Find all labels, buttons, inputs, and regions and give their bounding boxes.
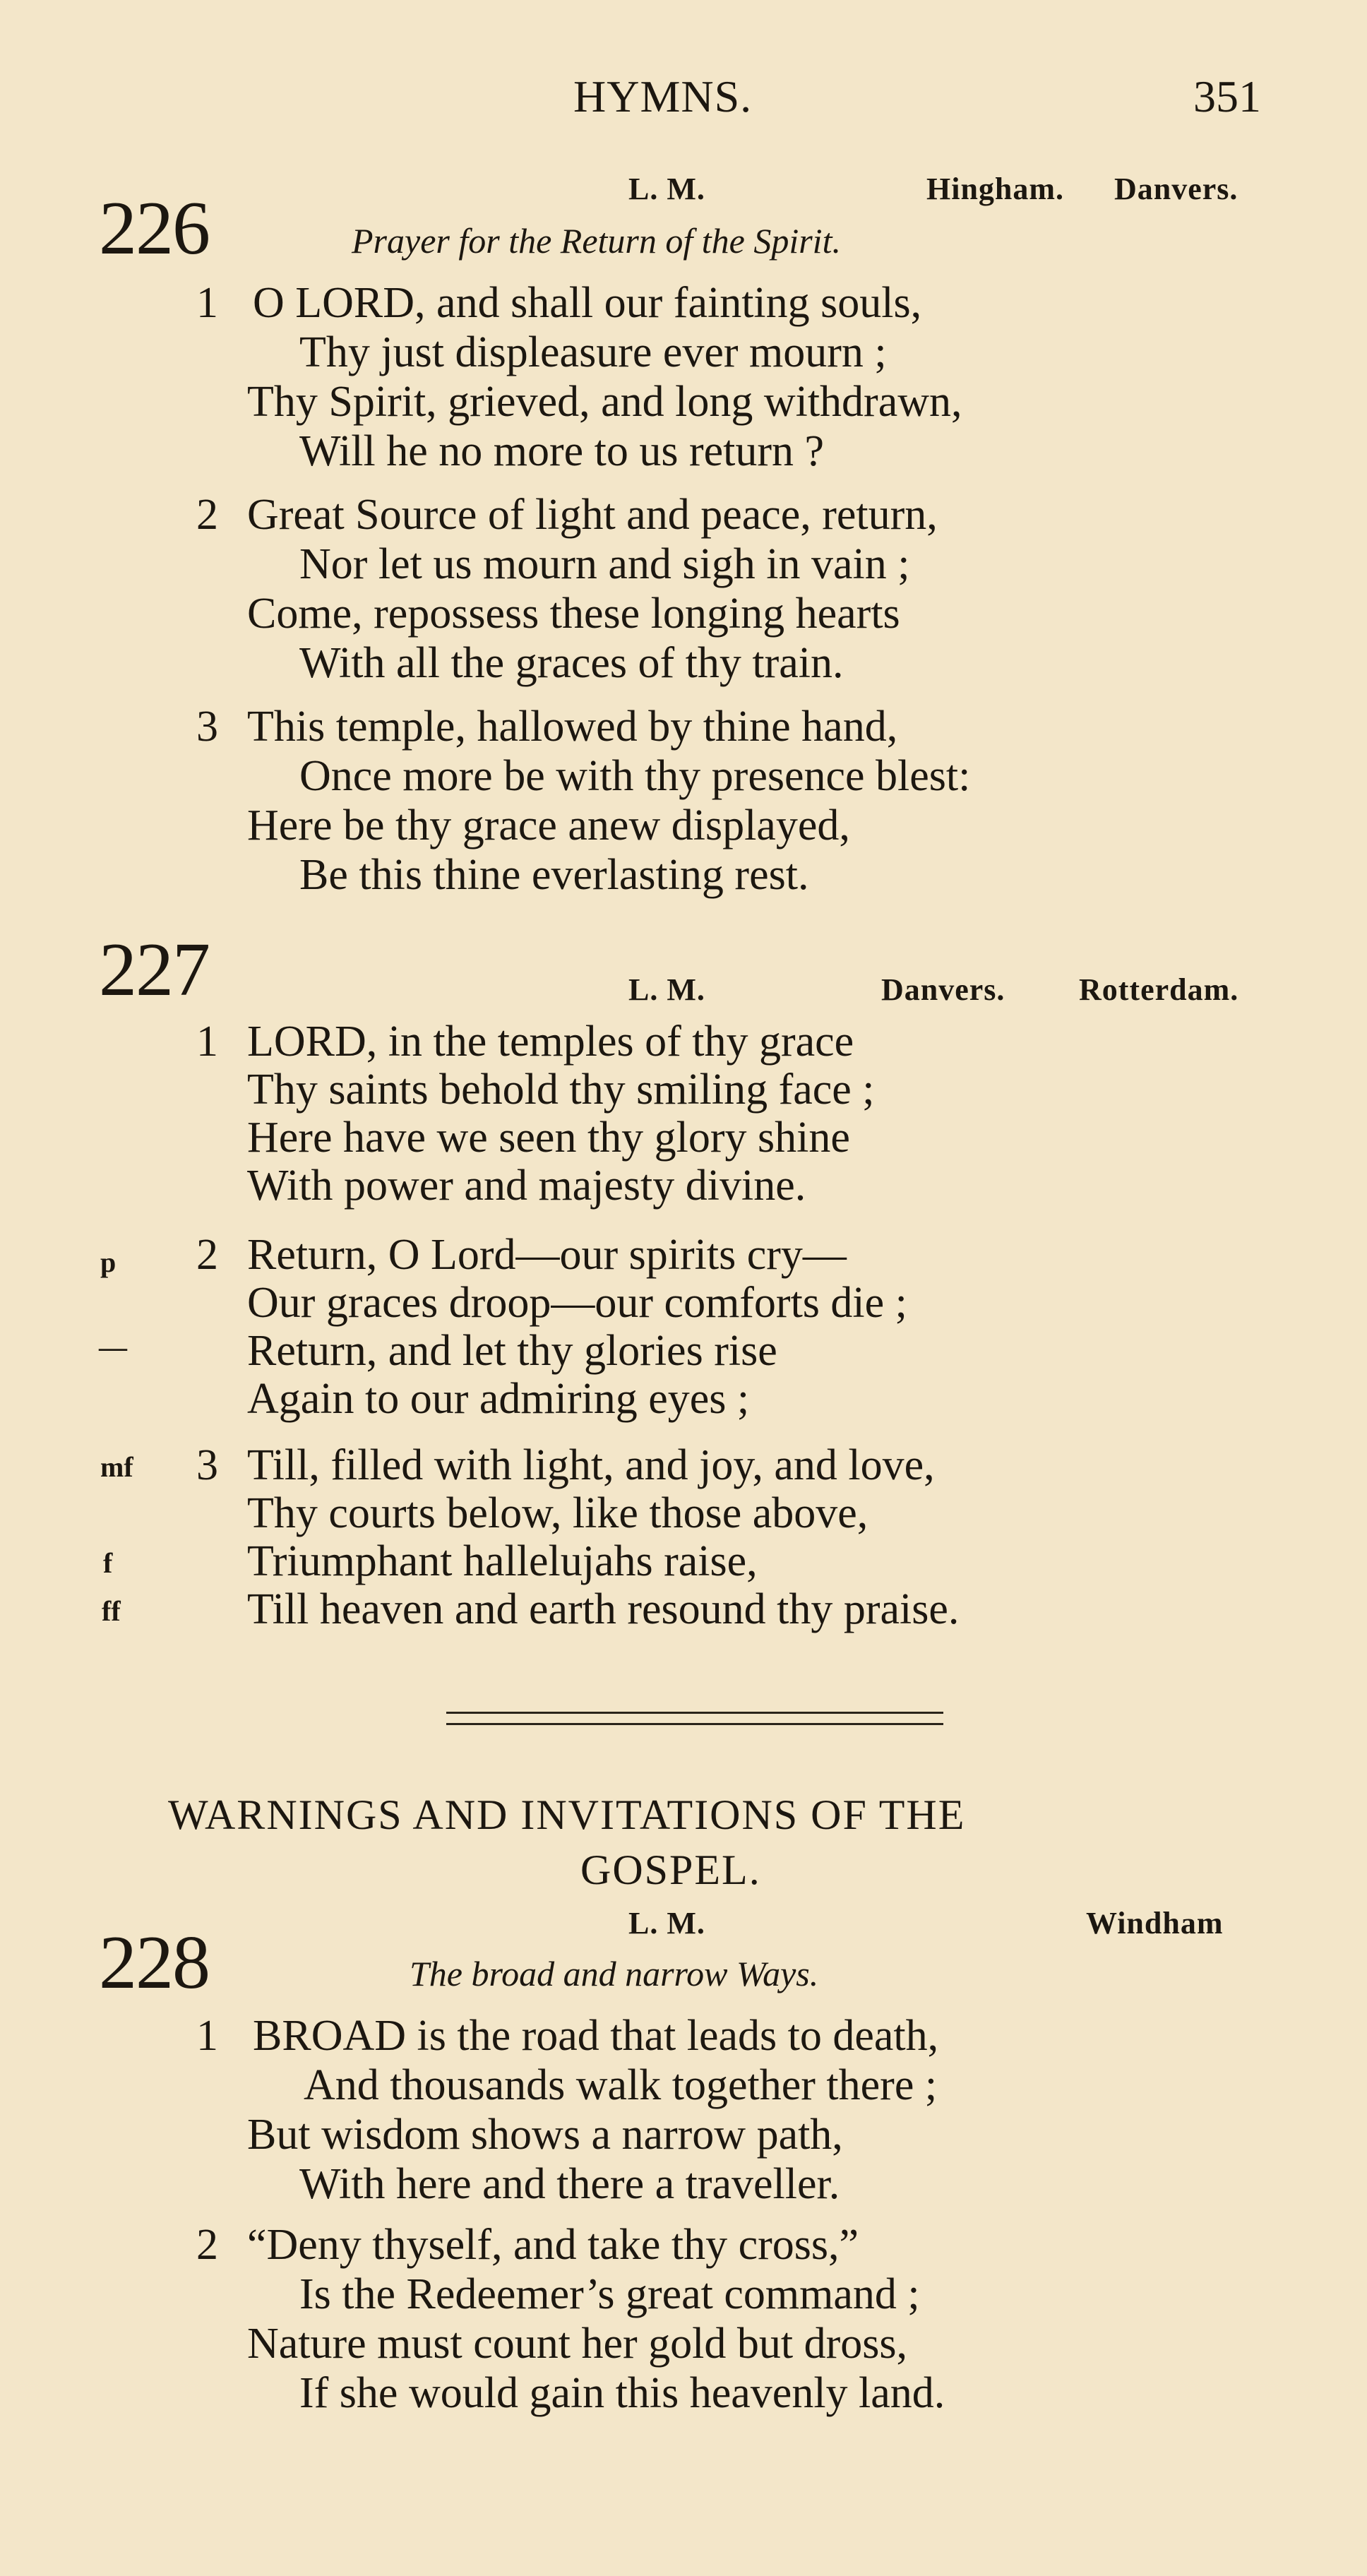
hymn-227-number: 227 bbox=[99, 928, 209, 1012]
hymn-228-verse-2-number: 2 bbox=[196, 2221, 218, 2269]
section-heading-line-2: GOSPEL. bbox=[580, 1847, 761, 1893]
hymn-228-tune-1: Windham bbox=[1086, 1906, 1224, 1940]
dynamic-mark-dash: — bbox=[99, 1331, 127, 1363]
hymn-228-v2-line-4: If she would gain this heavenly land. bbox=[299, 2369, 945, 2417]
hymn-227-v2-line-4: Again to our admiring eyes ; bbox=[247, 1375, 750, 1423]
hymn-227-v1-line-1: LORD, in the temples of thy grace bbox=[247, 1018, 854, 1066]
hymn-226-v1-line-3: Thy Spirit, grieved, and long withdrawn, bbox=[247, 378, 962, 426]
hymn-227-tune-1: Danvers. bbox=[881, 972, 1005, 1007]
section-rule-top bbox=[446, 1712, 943, 1714]
section-rule-bottom bbox=[446, 1723, 943, 1725]
hymn-226-v2-line-2: Nor let us mourn and sigh in vain ; bbox=[299, 540, 910, 588]
hymn-226-tune-2: Danvers. bbox=[1114, 172, 1238, 206]
hymn-228-v2-line-3: Nature must count her gold but dross, bbox=[247, 2320, 908, 2368]
hymn-226-v3-line-1: This temple, hallowed by thine hand, bbox=[247, 703, 898, 751]
hymn-227-v3-line-4: Till heaven and earth resound thy praise. bbox=[247, 1585, 960, 1633]
hymn-226-v2-line-1: Great Source of light and peace, return, bbox=[247, 491, 938, 539]
hymn-227-tune-2: Rotterdam. bbox=[1079, 972, 1239, 1007]
hymn-226-v1-line-2: Thy just displeasure ever mourn ; bbox=[299, 328, 887, 376]
running-header-title: HYMNS. bbox=[573, 71, 753, 121]
hymn-226-verse-1-number: 1 bbox=[196, 279, 218, 327]
hymn-226-v2-line-3: Come, repossess these longing hearts bbox=[247, 590, 900, 638]
hymn-228-v1-line-2: And thousands walk together there ; bbox=[304, 2061, 938, 2109]
dynamic-mark-p: p bbox=[100, 1246, 117, 1278]
hymn-228-subtitle: The broad and narrow Ways. bbox=[410, 1954, 819, 1993]
hymn-226-tune-1: Hingham. bbox=[926, 172, 1065, 206]
dynamic-mark-mf: mf bbox=[100, 1451, 133, 1483]
hymn-228-v2-line-2: Is the Redeemer’s great command ; bbox=[299, 2270, 920, 2318]
hymn-227-v3-line-1: Till, filled with light, and joy, and love, bbox=[247, 1441, 935, 1489]
hymn-226-v3-line-2: Once more be with thy presence blest: bbox=[299, 752, 971, 800]
hymn-226-verse-2-number: 2 bbox=[196, 491, 218, 539]
section-heading-line-1: WARNINGS AND INVITATIONS OF THE bbox=[168, 1791, 966, 1838]
hymn-226-meter: L. M. bbox=[628, 172, 705, 206]
hymn-226-v3-line-3: Here be thy grace anew displayed, bbox=[247, 801, 850, 849]
hymn-226-v3-line-4: Be this thine everlasting rest. bbox=[299, 851, 809, 899]
hymn-226-number: 226 bbox=[99, 186, 209, 270]
hymn-226-v1-line-1: O LORD, and shall our fainting souls, bbox=[253, 279, 922, 327]
hymn-228-meter: L. M. bbox=[628, 1906, 705, 1940]
hymn-227-v2-line-1: Return, O Lord—our spirits cry— bbox=[247, 1231, 847, 1279]
hymn-226-verse-3-number: 3 bbox=[196, 703, 218, 751]
hymn-227-meter: L. M. bbox=[628, 972, 705, 1007]
hymn-227-verse-2-number: 2 bbox=[196, 1231, 218, 1279]
dynamic-mark-f: f bbox=[103, 1547, 113, 1579]
hymn-227-verse-1-number: 1 bbox=[196, 1018, 218, 1066]
hymn-226-subtitle: Prayer for the Return of the Spirit. bbox=[352, 221, 841, 261]
hymn-226-v2-line-4: With all the graces of thy train. bbox=[299, 639, 844, 687]
hymn-227-v2-line-2: Our graces droop—our comforts die ; bbox=[247, 1279, 907, 1327]
hymn-228-v1-line-1: BROAD is the road that leads to death, bbox=[253, 2012, 939, 2060]
hymn-228-v1-line-4: With here and there a traveller. bbox=[299, 2160, 840, 2208]
hymn-228-verse-1-number: 1 bbox=[196, 2012, 218, 2060]
hymn-228-v1-line-3: But wisdom shows a narrow path, bbox=[247, 2111, 843, 2159]
hymn-227-v3-line-3: Triumphant hallelujahs raise, bbox=[247, 1537, 758, 1585]
hymn-227-v1-line-4: With power and majesty divine. bbox=[247, 1162, 806, 1210]
hymn-226-v1-line-4: Will he no more to us return ? bbox=[299, 427, 825, 475]
hymn-227-v1-line-3: Here have we seen thy glory shine bbox=[247, 1114, 850, 1162]
hymn-227-v2-line-3: Return, and let thy glories rise bbox=[247, 1327, 777, 1375]
hymn-227-verse-3-number: 3 bbox=[196, 1441, 218, 1489]
hymn-227-v1-line-2: Thy saints behold thy smiling face ; bbox=[247, 1066, 875, 1114]
hymn-228-number: 228 bbox=[99, 1921, 209, 2005]
page-number: 351 bbox=[1193, 71, 1261, 121]
dynamic-mark-ff: ff bbox=[102, 1595, 121, 1627]
hymn-227-v3-line-2: Thy courts below, like those above, bbox=[247, 1489, 868, 1537]
hymn-228-v2-line-1: “Deny thyself, and take thy cross,” bbox=[247, 2221, 859, 2269]
